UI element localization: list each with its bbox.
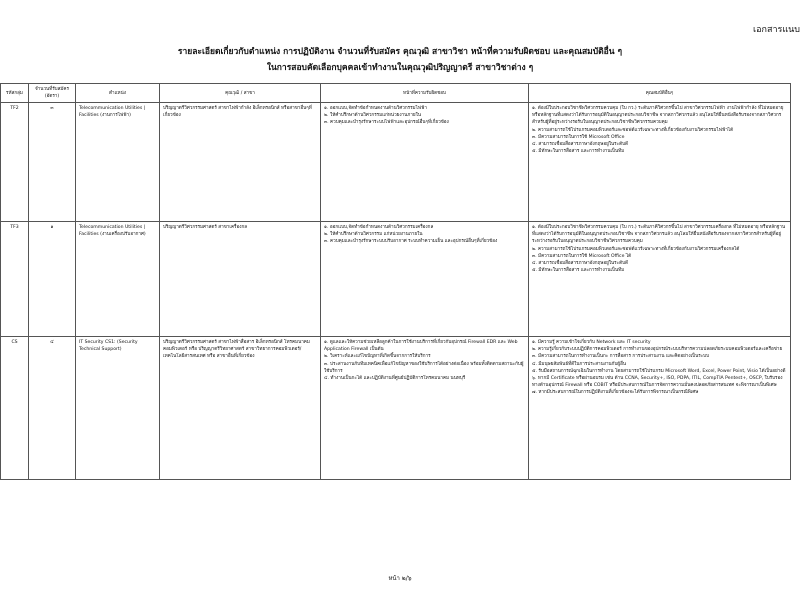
duty-item: ๒. วิเคราะห์และแก้ไขปัญหาที่เกิดขึ้นจากการให้บริการ [324,354,431,360]
duty-item: ๓. ประสานงานกับทีมเทคนิคเพื่อแก้ไขปัญหาของใช้บริการได้อย่างต่อเนื่อง พร้อมทั้งติดตามสถานะกับผู้ใช้บริการ [324,361,524,374]
other-item: ๕. มีทักษะในการสื่อสาร และการทำงานเป็นทีม [532,148,625,154]
duty-item: ๑. ออกแบบ,จัดทำข้อกำหนดงานด้านวิศวกรรมไฟฟ้า [324,106,427,112]
other-item: ๖. หากมี Certificate หรือผ่านอบรม เช่น ด้าน CCNA, Security+, ISO, PDPA, ITIL, CompTIA Pentest+, OSCP, ใบรับรองทางด้านอุปกรณ์ Firewall หรือ COBIT หรือมีประสบการณ์ในการจัดการความมั่นคงปลอดภัยสารสนเทศ จะพิจารณาเป็นพิเศษ [532,375,783,388]
other-item: ๒. ความรู้เกี่ยวกับระบบปฏิบัติการคอมพิวเตอร์ การทำงานของอุปกรณ์ระบบบริหารความปลอดภัยระบบคอมพิวเตอร์และเครือข่าย [532,347,783,353]
other-qualifications-cell [529,337,791,480]
qualification: ปริญญาตรีวิศวกรรมศาสตร์ สาขาไฟฟ้าสื่อสาร อิเล็กทรอนิกส์ โทรคมนาคม คอมพิวเตอร์ หรือ ปริญญาตรีวิทยาศาสตร์ สาขาวิทยาการคอมพิวเตอร์/เทคโนโลยีสารสนเทศ หรือ สาขาอื่นที่เกี่ยวข้อง [160,337,321,480]
duty-item: ๑. ดูแลและให้ความช่วยเหลือลูกค้าในการใช้งานบริการที่เกี่ยวกับอุปกรณ์ Firewall EDR และ Web Application Firewall เป็นต้น [324,340,518,353]
header-position: ตำแหน่ง [76,84,160,103]
duty-item: ๓. ควบคุมและบำรุงรักษาระบบปรับอากาศ ระบบทำความเย็น และอุปกรณ์อื่นๆที่เกี่ยวข้อง [324,239,498,245]
header-qualification: คุณวุฒิ / สาขา [160,84,321,103]
position-title: Telecommunication Utilities | Facilities (งานเครื่องปรับอากาศ) [76,222,160,337]
qualification: ปริญญาตรีวิศวกรรมศาสตร์ สาขาไฟฟ้ากำลัง อิเล็กทรอนิกส์ หรือสาขาอื่นๆที่เกี่ยวข้อง [160,103,321,222]
qualification: ปริญญาตรีวิศวกรรมศาสตร์ สาขาเครื่องกล [160,222,321,337]
table-row [1,222,791,337]
page-subtitle: ในการสอบคัดเลือกบุคคลเข้าทำงานในคุณวุฒิปริญญาตรี สาขาวิชาต่าง ๆ [266,63,534,73]
other-item: ๓. มีความสามารถในการใช้ Microsoft Office [532,134,625,140]
table-header-row [1,84,791,103]
other-item: ๒. ความสามารถใช้โปรแกรมคอมพิวเตอร์และซอฟต์แวร์เฉพาะทางที่เกี่ยวข้องกับงานวิศวกรรมไฟฟ้าได้ [532,127,734,133]
duty-item: ๒. ให้คำปรึกษาด้านวิศวกรรมแก่หน่วยงานภายใน [324,113,421,119]
other-item: ๒. ความสามารถใช้โปรแกรมคอมพิวเตอร์และซอฟต์แวร์เฉพาะทางที่เกี่ยวข้องกับงานวิศวกรรมเครื่องกลได้ [532,246,740,252]
header-other-qualifications: คุณสมบัติอื่นๆ [529,84,791,103]
position-count: ๔ [29,337,76,480]
duties-cell [321,222,529,337]
position-title: IT Security CS1: (Security Technical Support) [76,337,160,480]
page-number: หน้า ๒/๖ [388,575,412,582]
duties-cell [321,337,529,480]
other-item: ๔. สามารถเชื่อมสื่อสารภาษาอังกฤษอยู่ในระดับดี [532,260,628,266]
other-item: ๑. ต้องมีใบประกอบวิชาชีพวิศวกรรมควบคุม (ใบ กว.) ระดับภาคีวิศวกรขึ้นไป สาขาวิศวกรรมไฟฟ้า งานไฟฟ้ากำลัง ที่ไม่หมดอายุ หรือหลักฐานที่แสดงว่าได้รับการอนุมัติในอนุญาตประกอบวิชาชีพ จากสภาวิศวกรแล้ว อนุโลมให้ยื่นหนังสือรับรองจากสภาวิศวกรสำหรับผู้ที่อยู่ระหว่างรอรับใบอนุญาตประกอบวิชาชีพวิศวกรรมควบคุม [532,106,784,126]
other-item: ๓. มีความสามารถในการทำงานเป็นกะ การสื่อสาร การประสานงาน และคิดอย่างเป็นระบบ [532,354,709,360]
position-title: Telecommunication Utilities | Facilities (งานการไฟฟ้า) [76,103,160,222]
position-count: ๑ [29,222,76,337]
group-code: TF3 [1,222,29,337]
group-code: TF2 [1,103,29,222]
other-qualifications-cell [529,103,791,222]
duties-cell [321,103,529,222]
other-item: ๑. ต้องมีใบประกอบวิชาชีพวิศวกรรมควบคุม (ใบ กว.) ระดับภาคีวิศวกรขึ้นไป สาขาวิศวกรรมเครื่องกล ที่ไม่หมดอายุ หรือหลักฐานที่แสดงว่าได้รับการอนุมัติในอนุญาตประกอบวิชาชีพ จากสภาวิศวกรแล้ว อนุโลมให้ยื่นหนังสือรับรองจากสภาวิศวกรสำหรับผู้ที่อยู่ระหว่างรอรับใบอนุญาตประกอบวิชาชีพวิศวกรรมควบคุม [532,225,786,245]
document-reference: เอกสารแนบ [753,25,800,35]
other-qualifications-cell [529,222,791,337]
other-item: ๓. มีความสามารถในการใช้ Microsoft Office ได้ [532,253,632,259]
duty-item: ๒. ให้คำปรึกษาด้านวิศวกรรม แก่หน่วยงานภายใน [324,232,423,238]
header-count: จำนวนที่รับสมัคร (อัตรา) [29,84,76,103]
group-code: CS [1,337,29,480]
header-group-code: รหัสกลุ่ม [1,84,29,103]
other-item: ๕. มีทักษะในการสื่อสาร และการทำงานเป็นทีม [532,267,625,273]
table-row [1,103,791,222]
duty-item: ๔. ทำงานเป็นกะได้ และปฏิบัติงานที่ศูนย์ปฏิบัติการโทรคมนาคม นนทบุรี [324,375,466,381]
duty-item: ๓. ควบคุมและบำรุงรักษาระบบไฟฟ้าและอุปกรณ์อื่นๆที่เกี่ยวข้อง [324,120,449,126]
page-title: รายละเอียดเกี่ยวกับตำแหน่ง การปฏิบัติงาน จำนวนที่รับสมัคร คุณวุฒิ สาขาวิชา หน้าที่ความรับผิดชอบ และคุณสมบัติอื่น ๆ [177,47,623,57]
other-item: ๕. รับมือสถานการณ์ฉุกเฉินในการทำงาน โดยสามารถใช้โปรแกรม Microsoft Word, Excel, Power Point, Visio ได้เป็นอย่างดี [532,368,786,374]
duty-item: ๑. ออกแบบ,จัดทำข้อกำหนดงานด้านวิศวกรรมเครื่องกล [324,225,434,231]
position-count: ๓ [29,103,76,222]
other-item: ๑. มีความรู้ ความเข้าใจเกี่ยวกับ Network และ IT security [532,340,651,346]
positions-table [0,83,791,480]
other-item: ๗. หากมีประสบการณ์ในการปฏิบัติงานที่เกี่ยวข้องจะได้รับการพิจารณาเป็นกรณีพิเศษ [532,389,699,395]
other-item: ๔. สามารถเชื่อมสื่อสารภาษาอังกฤษอยู่ในระดับดี [532,141,628,147]
other-item: ๔. มีมนุษยสัมพันธ์ที่ดีในการประสานงานกับผู้อื่น [532,361,626,367]
table-row [1,337,791,480]
header-duties: หน้าที่ความรับผิดชอบ [321,84,529,103]
